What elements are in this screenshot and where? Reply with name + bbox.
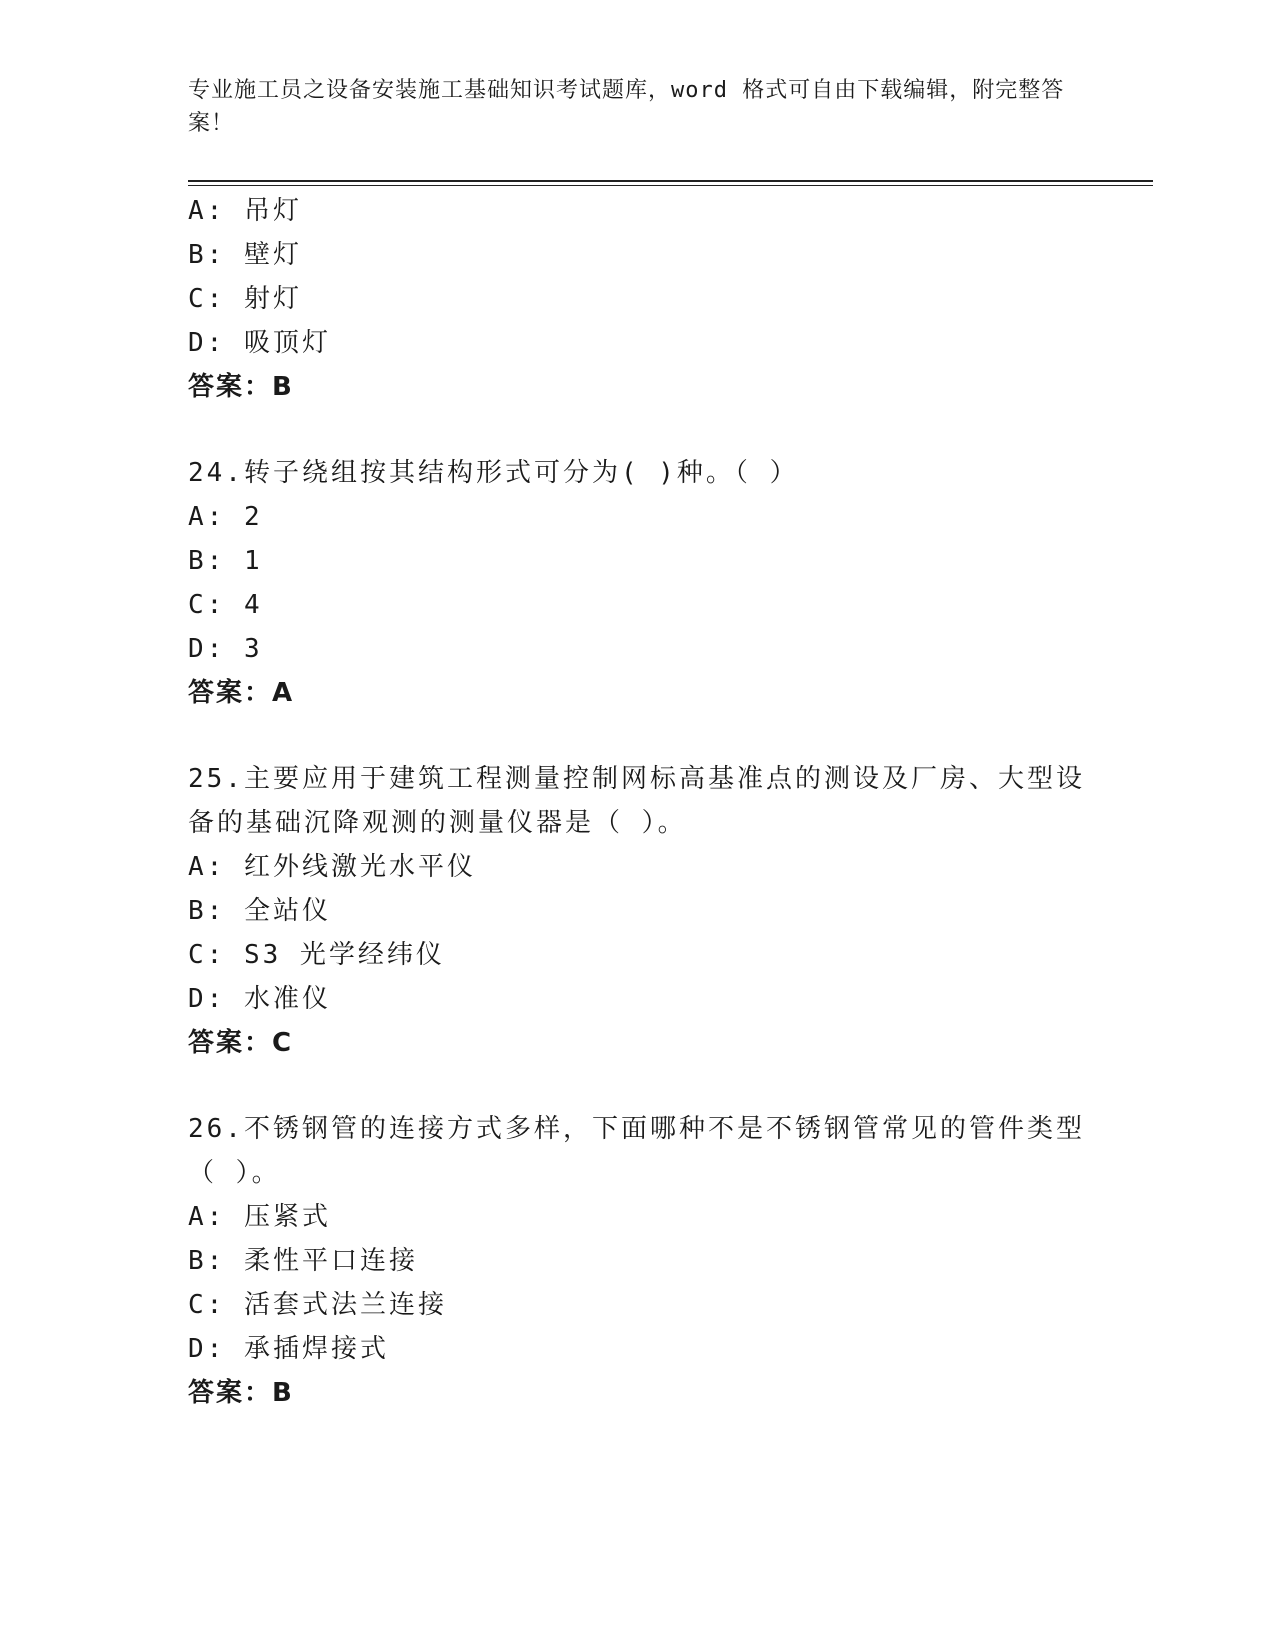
answer: 答案：C bbox=[188, 1028, 294, 1058]
option-c: C: 4 bbox=[188, 590, 263, 620]
header-divider-thin bbox=[188, 185, 1153, 186]
header-divider-thick bbox=[188, 180, 1153, 182]
option-a: A: 红外线激光水平仪 bbox=[188, 852, 476, 882]
option-a: A: 2 bbox=[188, 502, 263, 532]
option-b: B: 全站仪 bbox=[188, 896, 331, 926]
option-d: D: 水准仪 bbox=[188, 984, 331, 1014]
answer: 答案：B bbox=[188, 1378, 294, 1408]
question-stem-line-1: 25.主要应用于建筑工程测量控制网标高基准点的测设及厂房、大型设 bbox=[188, 764, 1085, 794]
question-stem-line-1: 26.不锈钢管的连接方式多样，下面哪种不是不锈钢管常见的管件类型 bbox=[188, 1114, 1085, 1144]
option-c: C: 射灯 bbox=[188, 284, 302, 314]
option-d: D: 承插焊接式 bbox=[188, 1334, 389, 1364]
option-d: D: 3 bbox=[188, 634, 263, 664]
option-b: B: 1 bbox=[188, 546, 263, 576]
option-a: A: 吊灯 bbox=[188, 196, 302, 226]
question-stem-line-2: 备的基础沉降观测的测量仪器是（ ）。 bbox=[188, 808, 687, 838]
option-d: D: 吸顶灯 bbox=[188, 328, 331, 358]
answer: 答案：A bbox=[188, 678, 295, 708]
option-c: C: 活套式法兰连接 bbox=[188, 1290, 447, 1320]
question-stem-line-2: （ ）。 bbox=[188, 1158, 281, 1188]
option-a: A: 压紧式 bbox=[188, 1202, 331, 1232]
document-header: 专业施工员之设备安装施工基础知识考试题库，word 格式可自由下载编辑，附完整答案！ bbox=[188, 78, 1065, 136]
question-stem: 24.转子绕组按其结构形式可分为( )种。（ ） bbox=[188, 458, 799, 488]
answer: 答案：B bbox=[188, 372, 294, 402]
option-c: C: S3 光学经纬仪 bbox=[188, 940, 445, 970]
option-b: B: 壁灯 bbox=[188, 240, 302, 270]
option-b: B: 柔性平口连接 bbox=[188, 1246, 418, 1276]
